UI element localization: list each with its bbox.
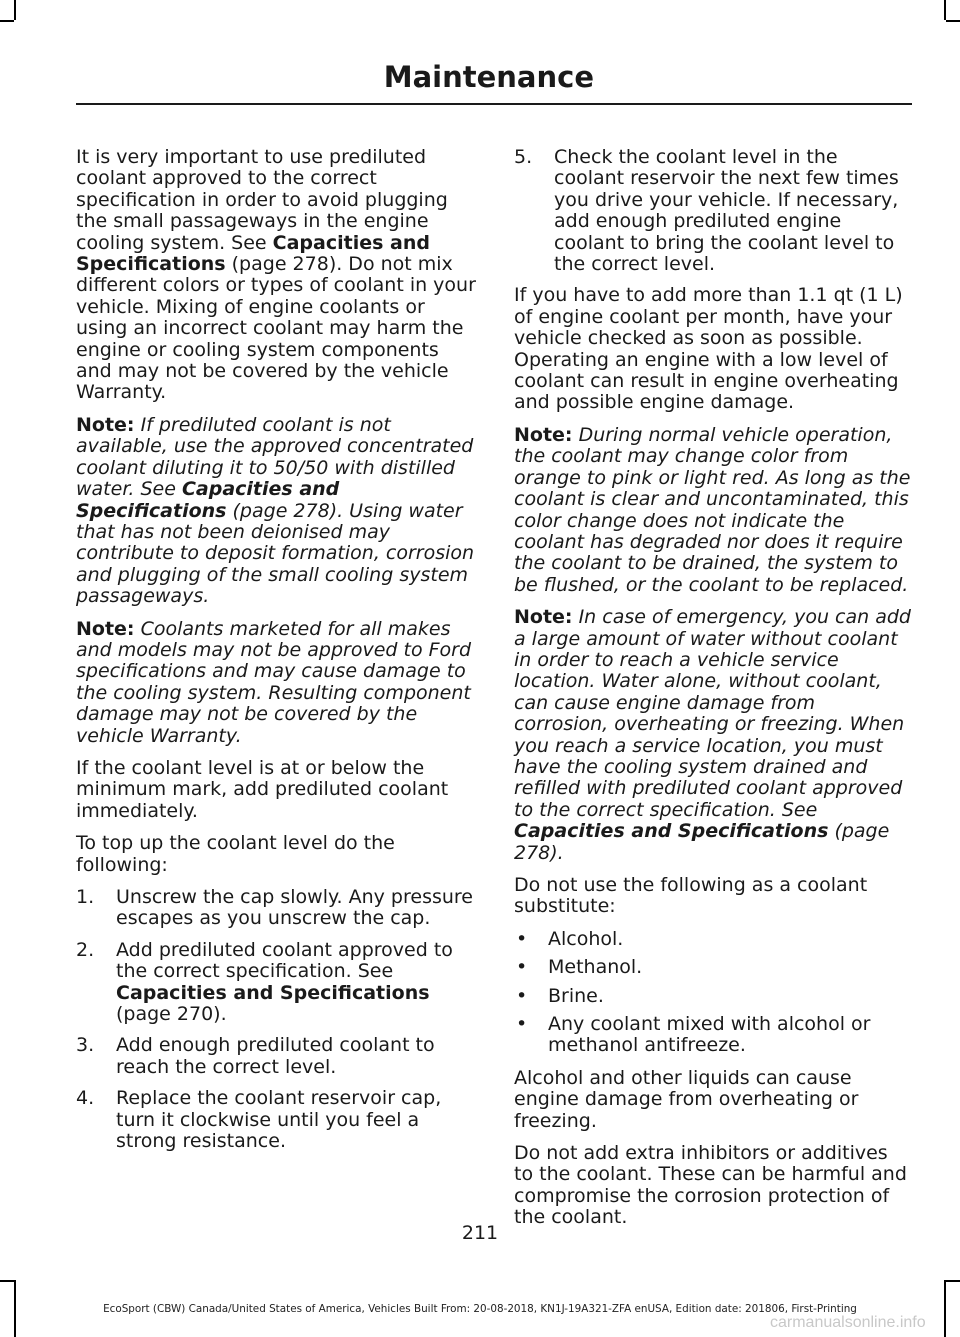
crop-mark [0,1280,14,1282]
body-paragraph: If the coolant level is at or below the minimum mark, add prediluted coolant immediately. [76,756,449,822]
bullet-item: • Methanol. [516,956,643,979]
bullet-icon: • [516,1013,528,1036]
document-footer: EcoSport (CBW) Canada/United States of America, Vehicles Built From: 20-08-2018, KN1J-19A321-ZFA enUSA, Edition date: 201806, First-Printing [103,1303,857,1315]
header-divider [76,103,912,105]
bullet-icon: • [516,984,528,1007]
page-number: 211 [461,1222,499,1244]
bullet-item: • Brine. [516,984,604,1007]
bullet-item: • Any coolant mixed with alcohol or methanol antifreeze. [516,1013,871,1057]
note-paragraph: Note: During normal vehicle operation, the coolant may change color from orange to pink or light red. As long as the coolant is clear and uncontaminated, this color change does not indicate the coolant has degraded nor does it require the coolant to be drained, the system to be flushed, or the coolant to be replaced. [514,423,911,596]
body-paragraph: If you have to add more than 1.1 qt (1 L) of engine coolant per month, have your vehicle checked as soon as possible. Operating an engine with a low level of coolant can result in engine overheating and possible engine damage. [514,284,903,414]
page-title: Maintenance [383,60,594,94]
cross-reference-link[interactable]: Capacities and Specifications [116,981,430,1004]
cross-reference-link[interactable]: Capacities and Specifications [76,231,430,276]
note-label: Note: [514,423,573,446]
body-paragraph: Do not use the following as a coolant substitute: [514,874,868,918]
note-label: Note: [76,617,135,640]
crop-mark [14,0,16,20]
step-item: 5. Check the coolant level in the coolant reservoir the next few times you drive your vehicle. If necessary, add enough prediluted engine coolant to bring the coolant level to the correct level. [514,146,899,276]
note-paragraph: Note: Coolants marketed for all makes and models may not be approved to Ford specifications and may cause damage to the cooling system. Resulting component damage may not be covered by the vehicle Warranty. [76,617,472,747]
right-column [514,147,912,1240]
step-item: 2. Add prediluted coolant approved to the correct specification. See Capacities and Specifications (page 270). [76,938,453,1026]
step-item: 1. Unscrew the cap slowly. Any pressure escapes as you unscrew the cap. [76,886,473,930]
crop-mark [0,20,14,22]
watermark: carmanualsonline.info [770,1314,926,1331]
bullet-item: • Alcohol. [516,927,624,950]
bullet-icon: • [516,956,528,979]
body-paragraph: Alcohol and other liquids can cause engine damage from overheating or freezing. [514,1066,859,1132]
step-item: 4. Replace the coolant reservoir cap, turn it clockwise until you feel a strong resistance. [76,1087,442,1153]
note-label: Note: [514,606,573,629]
crop-mark [946,20,960,22]
note-label: Note: [76,413,135,436]
body-paragraph: Do not add extra inhibitors or additives to the coolant. These can be harmful and compromise the corrosion protection of the coolant. [514,1142,907,1229]
cross-reference-link[interactable]: Capacities and Specifications [76,478,340,522]
bullet-icon: • [516,927,528,950]
crop-mark [946,1280,960,1282]
left-column [76,147,476,1162]
step-item: 3. Add enough prediluted coolant to reach the correct level. [76,1034,435,1078]
crop-mark [944,0,946,20]
intro-paragraph: It is very important to use prediluted coolant approved to the correct specification in order to avoid plugging the small passageways in the engine cooling system. See Capacities and Specifications (page 278). Do not mix different colors or types of coolant in your vehicle. Mixing of engine coolants or using an incorrect coolant may harm the engine or cooling system components and may not be covered by the vehicle Warranty. [76,146,476,404]
body-paragraph: To top up the coolant level do the following: [76,832,395,876]
note-paragraph: Note: If prediluted coolant is not available, use the approved concentrated coolant diluting it to 50/50 with distilled water. See Capacities and Specifications (page 278). Using water that has not been deionised may contribute to deposit formation, corrosion and plugging of the small cooling system passageways. [76,413,475,608]
cross-reference-link[interactable]: Capacities and Specifications [514,820,829,843]
note-paragraph: Note: In case of emergency, you can add a large amount of water without coolant in order to reach a vehicle service location. Water alone, without coolant, can cause engine damage from corrosion, overheating or freezing. When you reach a service location, you must have the cooling system drained and refilled with prediluted coolant approved to the correct specification. See Capacities and Specifications (page 278). [514,606,911,864]
